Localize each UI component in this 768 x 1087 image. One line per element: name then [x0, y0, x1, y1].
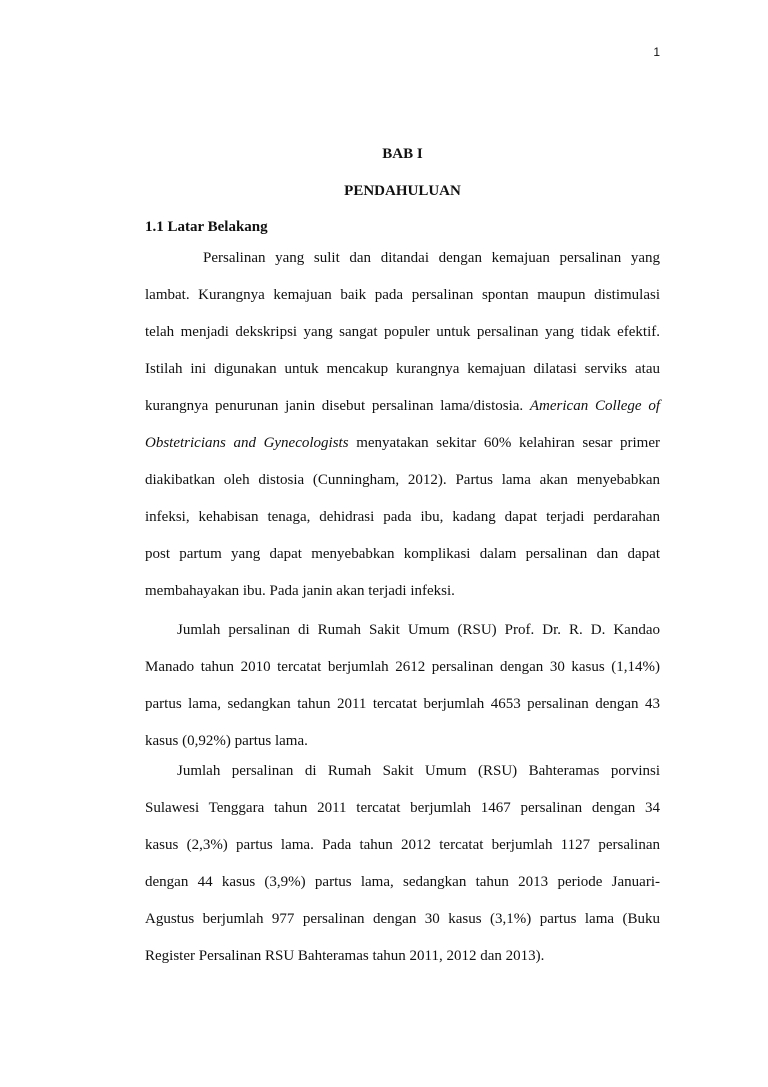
section-heading: 1.1 Latar Belakang: [145, 219, 268, 235]
paragraph-line: Jumlah persalinan di Rumah Sakit Umum (RSU) Prof. Dr. R. D. Kandao: [177, 622, 660, 638]
paragraph-line-text: menyatakan sekitar 60% kelahiran sesar primer: [356, 435, 660, 451]
paragraph-line: dengan 44 kasus (3,9%) partus lama, sedangkan tahun 2013 periode Januari-: [145, 874, 660, 890]
paragraph-line: partus lama, sedangkan tahun 2011 tercatat berjumlah 4653 persalinan dengan 43: [145, 696, 660, 712]
paragraph-line: Agustus berjumlah 977 persalinan dengan 30 kasus (3,1%) partus lama (Buku: [145, 911, 660, 927]
paragraph-line: kasus (2,3%) partus lama. Pada tahun 2012 tercatat berjumlah 1127 persalinan: [145, 837, 660, 853]
paragraph-line-text: kurangnya penurunan janin disebut persalinan lama/distosia.: [145, 398, 524, 414]
paragraph-3: [145, 753, 660, 975]
paragraph-2: [145, 612, 660, 760]
italic-organization-name: American College of: [529, 398, 660, 414]
paragraph-line: infeksi, kehabisan tenaga, dehidrasi pada ibu, kadang dapat terjadi perdarahan: [145, 509, 660, 525]
paragraph-line: Persalinan yang sulit dan ditandai dengan kemajuan persalinan yang: [203, 250, 660, 266]
italic-organization-name: Obstetricians and Gynecologists: [145, 435, 349, 451]
paragraph-line: Sulawesi Tenggara tahun 2011 tercatat berjumlah 1467 persalinan dengan 34: [145, 800, 660, 816]
paragraph-line: post partum yang dapat menyebabkan komplikasi dalam persalinan dan dapat: [145, 546, 660, 562]
page-number: 1: [653, 45, 660, 59]
paragraph-line: Manado tahun 2010 tercatat berjumlah 2612 persalinan dengan 30 kasus (1,14%): [145, 659, 660, 675]
paragraph-line: Istilah ini digunakan untuk mencakup kurangnya kemajuan dilatasi serviks atau: [145, 361, 660, 377]
paragraph-line: kasus (0,92%) partus lama.: [145, 733, 308, 749]
chapter-label: BAB I: [382, 146, 423, 162]
paragraph-line: Jumlah persalinan di Rumah Sakit Umum (RSU) Bahteramas porvinsi: [177, 763, 660, 779]
paragraph-line: [145, 425, 660, 462]
paragraph-line: telah menjadi dekskripsi yang sangat populer untuk persalinan yang tidak efektif.: [145, 324, 660, 340]
paragraph-line: diakibatkan oleh distosia (Cunningham, 2012). Partus lama akan menyebabkan: [145, 472, 660, 488]
paragraph-line: Register Persalinan RSU Bahteramas tahun 2011, 2012 dan 2013).: [145, 948, 545, 964]
paragraph-line: membahayakan ibu. Pada janin akan terjadi infeksi.: [145, 583, 455, 599]
chapter-title: PENDAHULUAN: [344, 183, 461, 199]
paragraph-line: [145, 388, 660, 425]
paragraph-line: lambat. Kurangnya kemajuan baik pada persalinan spontan maupun distimulasi: [145, 287, 660, 303]
paragraph-1: [145, 240, 660, 610]
